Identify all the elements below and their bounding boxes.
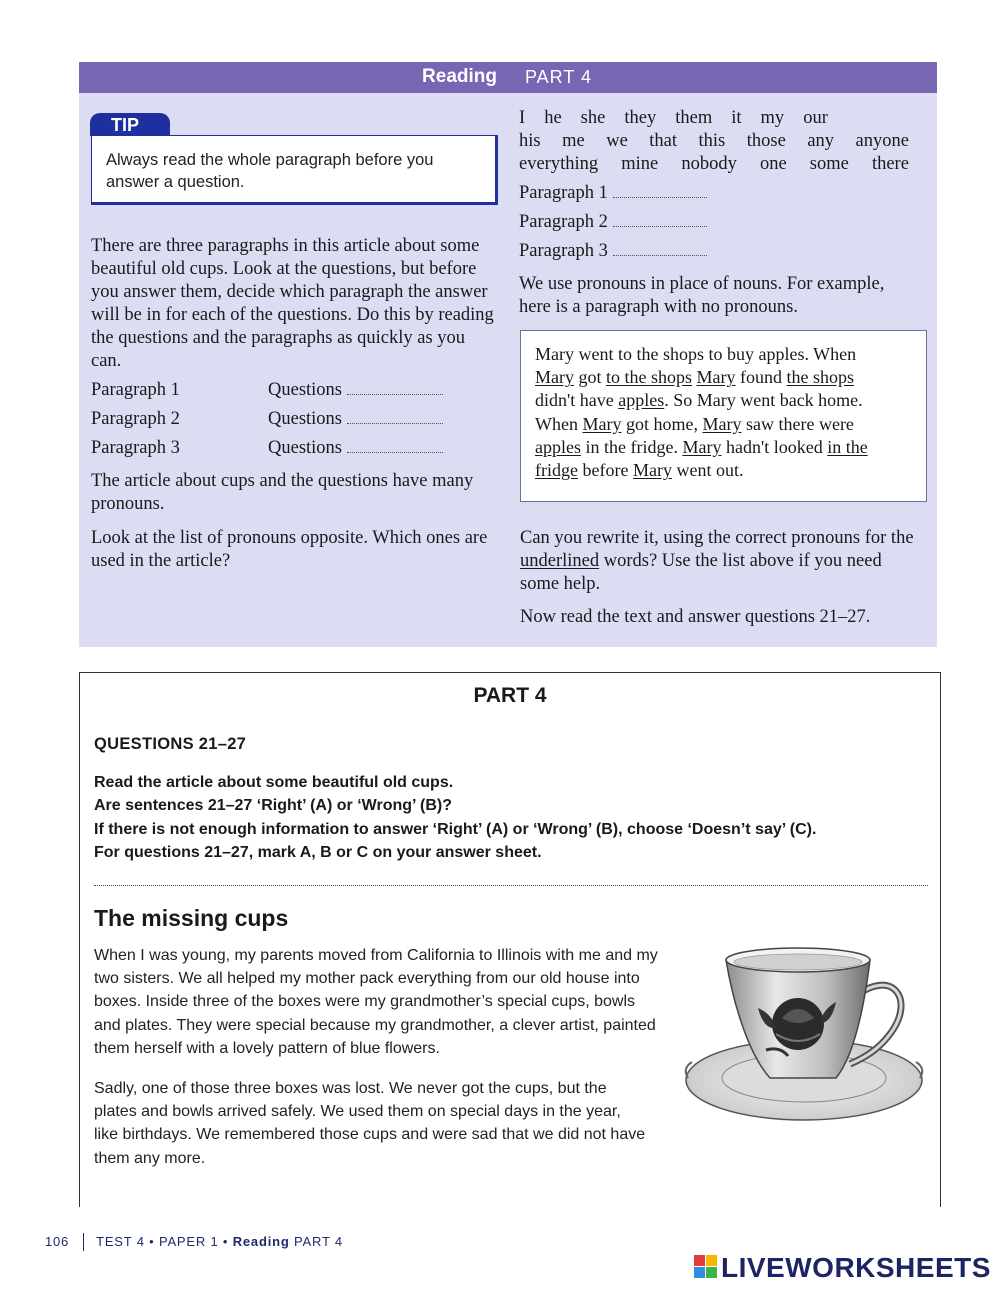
pronoun: me: [562, 131, 585, 151]
pronoun-intro: We use pronouns in place of nouns. For example, here is a paragraph with no pronouns.: [519, 274, 885, 317]
pronoun-row-1: [519, 107, 909, 130]
article-line: boxes. Inside three of the boxes were my grandmother’s special cups, bowls: [94, 993, 636, 1011]
paragraph-label: Paragraph 2: [519, 212, 608, 232]
example-paragraph-box: [520, 330, 927, 502]
left-row-para: Paragraph 1: [91, 380, 180, 400]
tip-label: TIP: [111, 115, 140, 135]
now-read: Now read the text and answer questions 21–27.: [520, 607, 871, 627]
answer-blank[interactable]: [347, 444, 443, 453]
liveworksheets-logo[interactable]: [694, 1252, 991, 1286]
right-paragraph-1: [519, 182, 707, 205]
frame-border: [79, 672, 80, 1207]
left-row-1: [91, 379, 180, 402]
article-paragraph-2: [94, 1077, 734, 1170]
pronoun: this: [698, 131, 726, 151]
pronoun: one: [759, 154, 787, 174]
instruction-line: Are sentences 21–27 ‘Right’ (A) or ‘Wrong’ (B)?: [94, 797, 452, 815]
part-title: PART 4: [473, 684, 547, 707]
pronoun: them: [675, 108, 713, 128]
questions-label: Questions: [268, 438, 342, 458]
article-line: When I was young, my parents moved from California to Illinois with me and my: [94, 947, 658, 964]
pronoun: his: [519, 131, 541, 151]
pronoun: our: [803, 108, 828, 128]
article-line: and plates. They were special because my grandmother, a clever artist, painted: [94, 1016, 656, 1034]
questions-label: Questions: [268, 380, 342, 400]
pronoun: any: [807, 131, 835, 151]
frame-border: [79, 672, 941, 673]
instruction-line: If there is not enough information to answer ‘Right’ (A) or ‘Wrong’ (B), choose ‘Doesn’t say’ (C).: [94, 820, 817, 838]
answer-blank[interactable]: [613, 247, 707, 256]
footer-reading: Reading: [232, 1234, 290, 1249]
left-row-1-questions: [268, 379, 443, 402]
article-line: two sisters. We all helped my mother pack everything from our old house into: [94, 970, 640, 988]
answer-blank[interactable]: [613, 218, 707, 227]
pronoun: I: [519, 108, 526, 128]
instruction-line: For questions 21–27, mark A, B or C on your answer sheet.: [94, 843, 542, 861]
left-row-3: [91, 437, 180, 460]
pronoun: those: [746, 131, 786, 151]
section-part: PART 4: [525, 67, 593, 87]
pronoun: we: [606, 131, 628, 151]
footer-test: TEST 4: [96, 1234, 145, 1249]
questions-label: Questions: [268, 409, 342, 429]
logo-text: LIVEWORKSHEETS: [721, 1252, 991, 1283]
page-footer: 106 TEST 4 • PAPER 1 • Reading PART 4: [45, 1234, 343, 1249]
article-line: plates and bowls arrived safely. We used them on special days in the year,: [94, 1103, 621, 1121]
answer-blank[interactable]: [613, 189, 707, 198]
article-line: Sadly, one of those three boxes was lost. We never got the cups, but the: [94, 1080, 607, 1097]
left-row-2-questions: [268, 408, 443, 431]
left-row-3-questions: [268, 437, 443, 460]
pronoun-row-3: [519, 153, 909, 176]
questions-heading: QUESTIONS 21–27: [94, 735, 247, 753]
dotted-divider: [94, 885, 928, 886]
left-p2: The article about cups and the questions have many pronouns.: [91, 471, 474, 514]
pronoun: some: [809, 154, 849, 174]
footer-paper: PAPER 1: [158, 1234, 219, 1249]
right-paragraph-3: [519, 240, 707, 263]
section-title: Reading: [422, 66, 497, 87]
tip-box: [91, 135, 498, 205]
pronoun: he: [544, 108, 562, 128]
article-line: like birthdays. We remembered those cups and were sad that we did not have: [94, 1126, 646, 1144]
left-p3: Look at the list of pronouns opposite. Which ones are used in the article?: [91, 528, 488, 571]
article-title: The missing cups: [94, 905, 289, 931]
tip-text: Always read the whole paragraph before you answer a question.: [106, 151, 434, 191]
paragraph-label: Paragraph 3: [519, 241, 608, 261]
pronoun: it: [731, 108, 742, 128]
example-paragraph: Mary went to the shops to buy apples. When Mary got to the shops Mary found the shops didn't have apples. So Mary went back home. When Mary got home, Mary saw there were apples in the fridge. Mary hadn't looked in the fridge before Mary went out.: [535, 344, 868, 481]
footer-part: PART 4: [294, 1234, 343, 1249]
right-paragraph-2: [519, 211, 707, 234]
logo-icon: [694, 1255, 718, 1279]
pronoun-row-2: [519, 130, 909, 153]
page-number: 106: [45, 1234, 70, 1249]
answer-blank[interactable]: [347, 415, 443, 424]
left-row-2: [91, 408, 180, 431]
section-header: [79, 62, 937, 93]
article-line: them herself with a lovely pattern of blue flowers.: [94, 1039, 440, 1057]
instructions: [94, 771, 934, 864]
pronoun: nobody: [681, 154, 737, 174]
pronoun: my: [760, 108, 785, 128]
article-line: them any more.: [94, 1149, 206, 1167]
left-intro: There are three paragraphs in this article about some beautiful old cups. Look at the questions, but before you answer them, decide which paragraph the answer will be in for each of the questions. Do this by reading the questions and the paragraphs as quickly as you can.: [91, 236, 494, 371]
paragraph-label: Paragraph 1: [519, 183, 608, 203]
left-row-para: Paragraph 3: [91, 438, 180, 458]
teacup-image: [678, 938, 926, 1130]
pronoun: they: [624, 108, 657, 128]
pronoun: that: [649, 131, 678, 151]
answer-blank[interactable]: [347, 386, 443, 395]
instruction-line: Read the article about some beautiful old cups.: [94, 774, 454, 791]
pronoun: mine: [621, 154, 659, 174]
pronoun: there: [871, 154, 909, 174]
article-paragraph-1: [94, 944, 734, 1060]
tip-tab: [90, 113, 170, 136]
pronoun: everything: [519, 154, 599, 174]
footer-separator: [83, 1233, 84, 1251]
pronoun: anyone: [855, 131, 909, 151]
frame-border: [940, 672, 941, 1207]
rewrite-instruction: Can you rewrite it, using the correct pronouns for the underlined words? Use the list above if you need some help.: [520, 528, 914, 594]
pronoun: she: [580, 108, 606, 128]
left-row-para: Paragraph 2: [91, 409, 180, 429]
